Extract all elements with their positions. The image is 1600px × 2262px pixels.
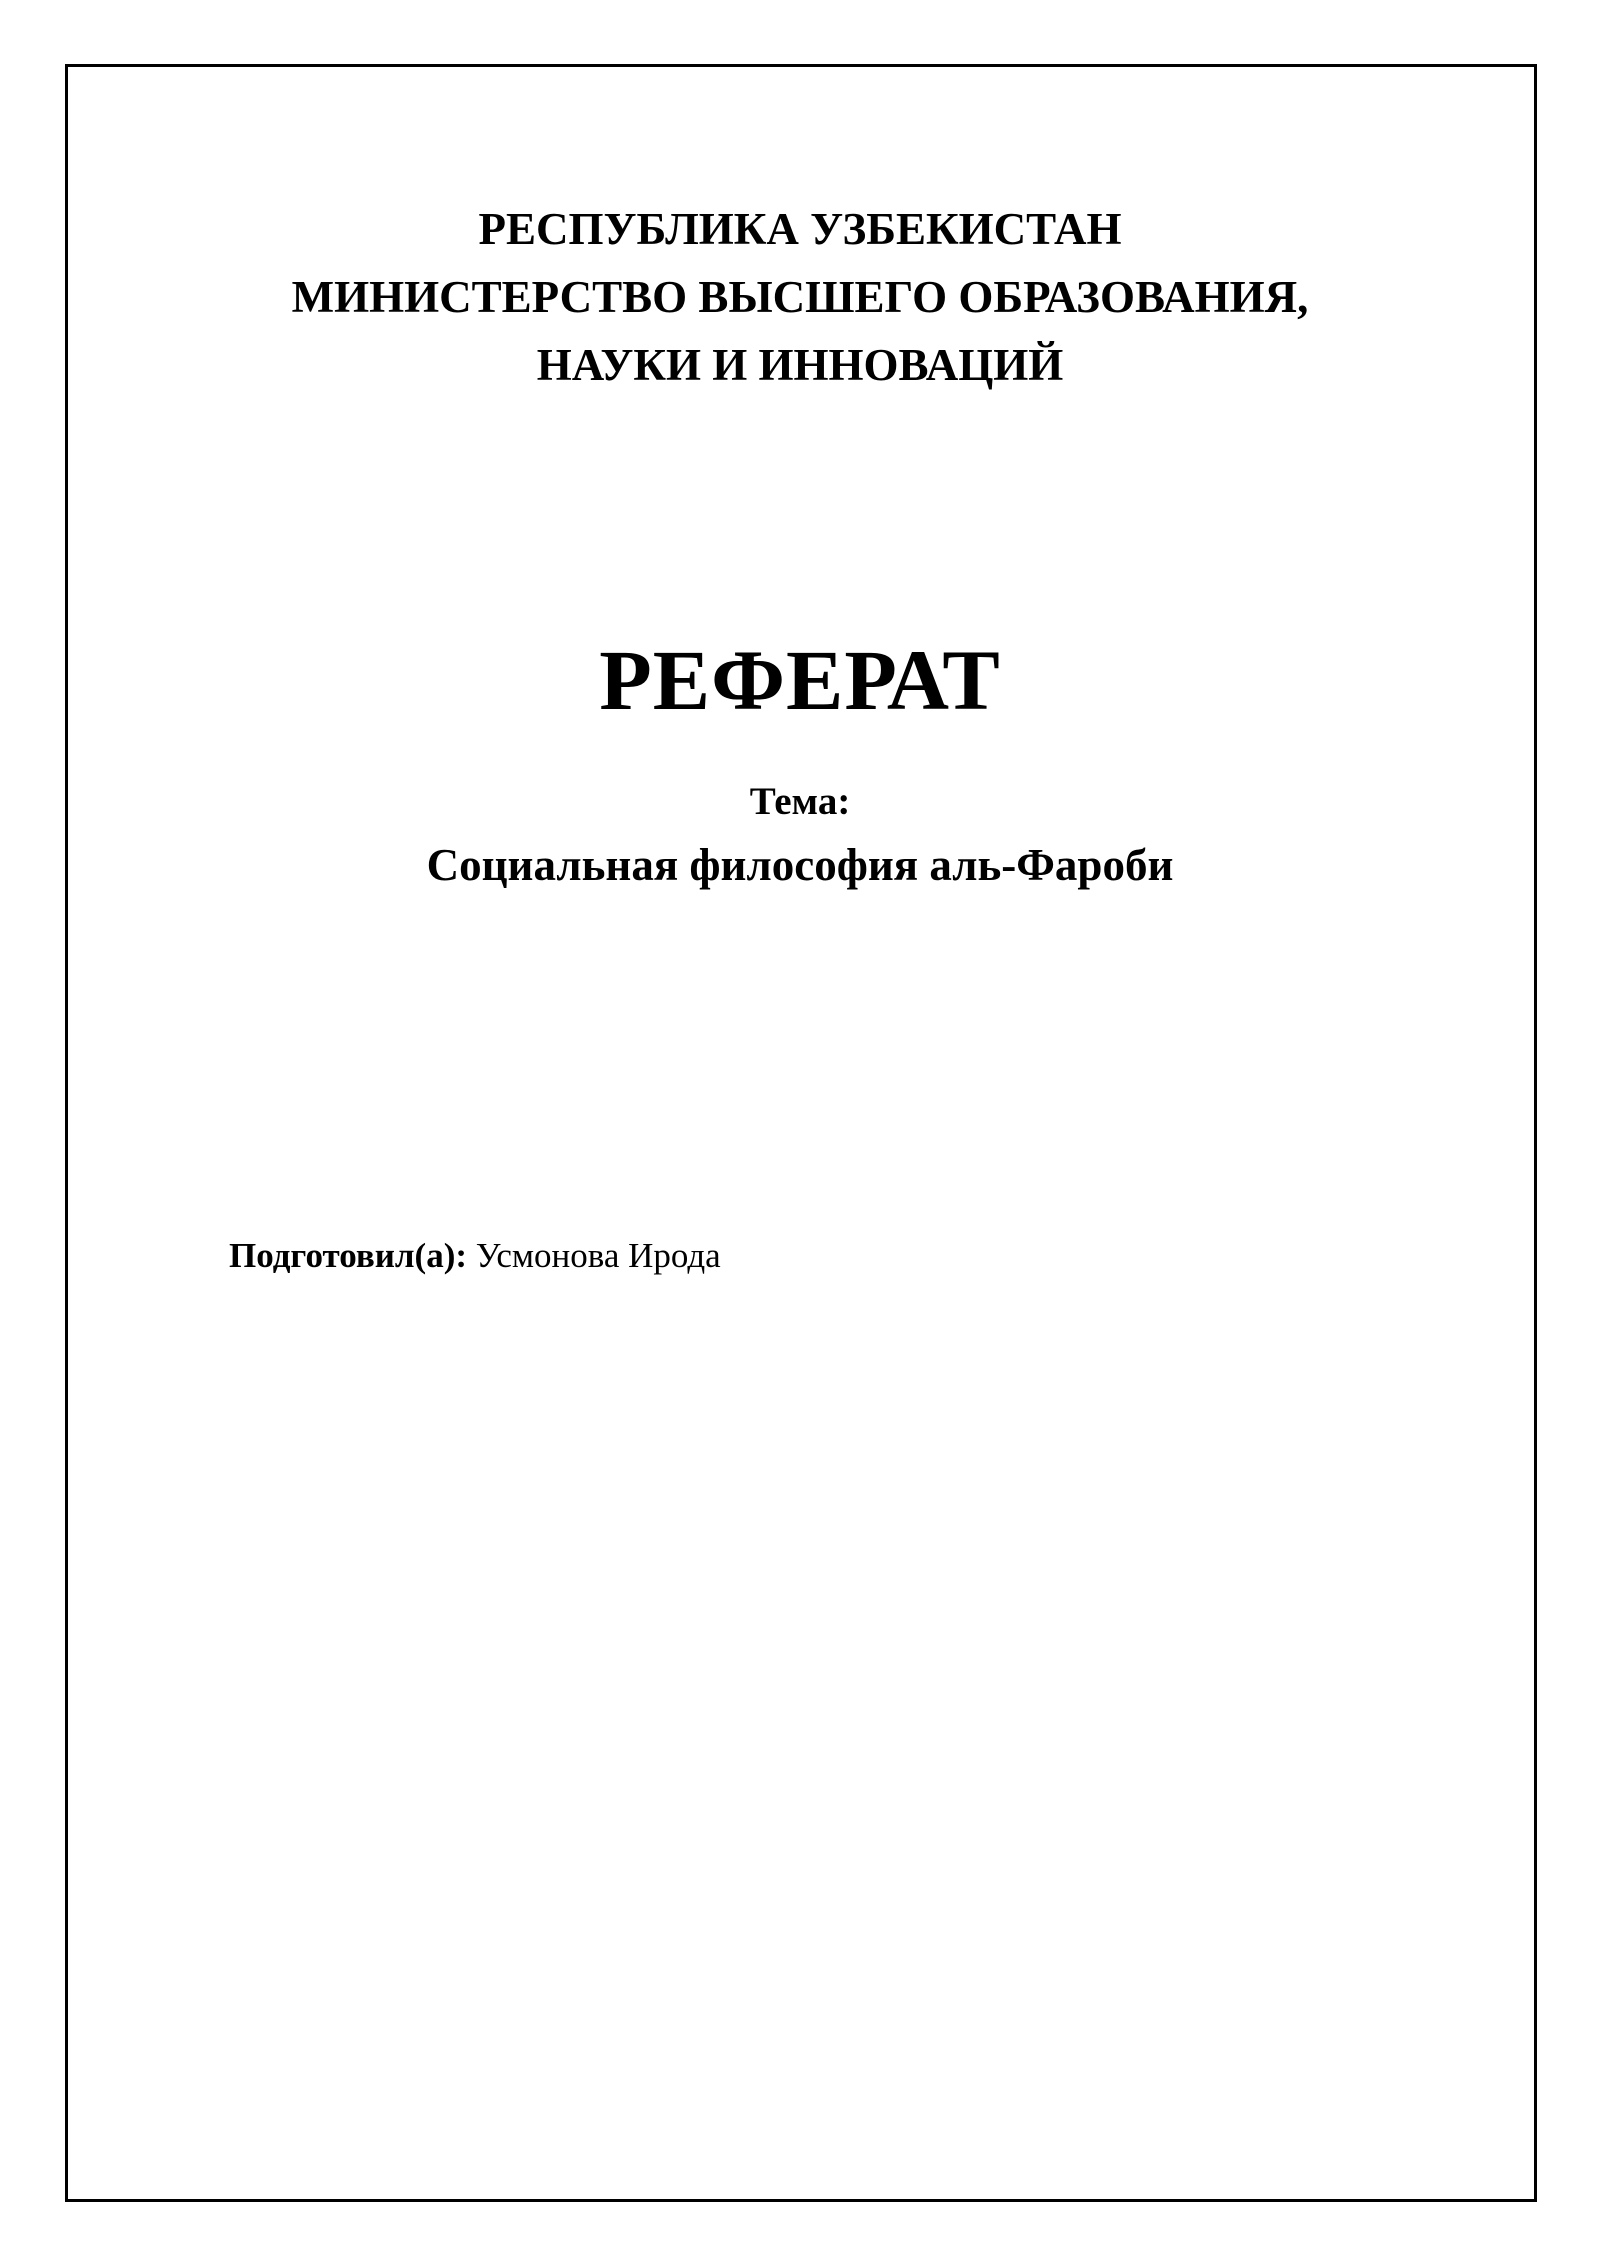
topic-label: Тема: [749, 780, 851, 823]
author-name: Усмонова Ирода [475, 1236, 721, 1275]
institution-header [0, 195, 1600, 399]
header-country: РЕСПУБЛИКА УЗБЕКИСТАН [478, 204, 1122, 254]
header-ministry-continued: НАУКИ И ИННОВАЦИЙ [536, 340, 1064, 390]
prepared-by [229, 1231, 721, 1281]
topic-title: Социальная философия аль-Фароби [426, 840, 1174, 890]
prepared-by-label: Подготовил(а): [229, 1236, 468, 1275]
header-ministry: МИНИСТЕРСТВО ВЫСШЕГО ОБРАЗОВАНИЯ, [291, 272, 1309, 322]
document-type-title: РЕФЕРАТ [599, 632, 1001, 728]
